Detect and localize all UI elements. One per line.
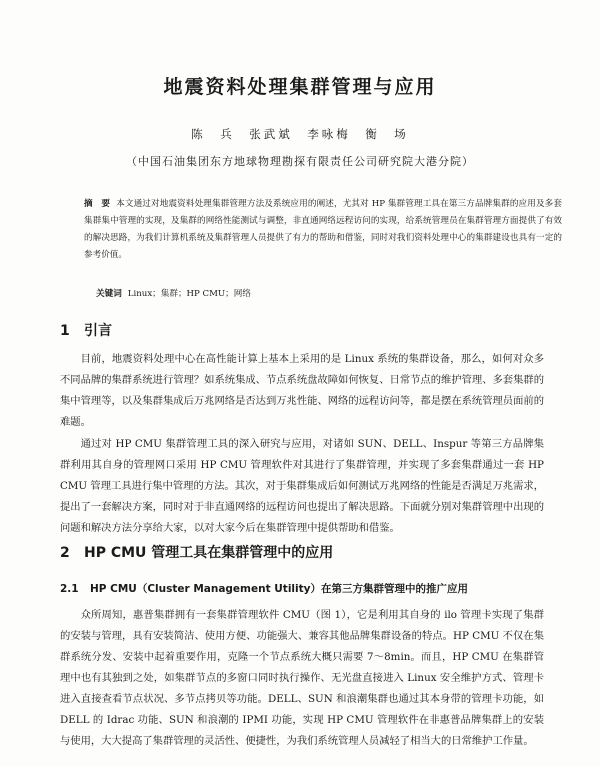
- body-paragraph: 目前，地震资料处理中心在高性能计算上基本上采用的是 Linux 系统的集群设备，那么，如何对众多不同品牌的集群系统进行管理？如系统集成、节点系统盘故障如何恢复、日常节点的维护管理、多套集群的集中管理等，以及集群集成后万兆网络是否达到万兆性能、网络的远程访问等，都是摆在系统管理员面前的难题。: [60, 353, 544, 428]
- keywords-label: 关键词: [96, 289, 122, 299]
- section-title: 引言: [84, 323, 112, 339]
- section-number: 1: [60, 323, 70, 339]
- section-number: 2: [60, 545, 70, 561]
- body-paragraph: 众所周知，惠普集群拥有一套集群管理软件 CMU（图 1），它是利用其自身的 ilo 管理卡实现了集群的安装与管理，具有安装简洁、使用方便、功能强大、兼容其他品牌集群设备的特点。HP CMU 不仅在集群系统分发、安装中起着重要作用，克隆一个节点系统大概只需要 7～8min。而且，HP CMU 在集群管理中也有其独到之处，如集群节点的多窗口同时执行操作、无光盘直接进入 Linux 安全维护方式、管理卡进入直接查看节点状况、多节点拷贝等功能。DELL、SUN 和浪潮集群也通过其本身带的管理卡功能，如 DELL 的 Idrac 功能、SUN 和浪潮的 IPMI 功能，实现 HP CMU 管理软件在非惠普品牌集群上的安装与使用，大大提高了集群管理的灵活性、便捷性，为我们系统管理人员减轻了相当大的日常维护工作量。: [60, 609, 544, 747]
- section-heading: [60, 542, 333, 562]
- subsection-number: 2.1: [60, 583, 79, 595]
- subsection-title: HP CMU（Cluster Management Utility）在第三方集群管理中的推广应用: [90, 583, 468, 595]
- section-heading: [60, 320, 112, 340]
- section-title: HP CMU 管理工具在集群管理中的应用: [84, 545, 334, 561]
- subsection-heading: [60, 581, 468, 596]
- abstract-label: 摘 要: [84, 199, 111, 209]
- paper-title: 地震资料处理集群管理与应用: [163, 76, 437, 98]
- body-paragraph: 通过对 HP CMU 集群管理工具的深入研究与应用，对诸如 SUN、DELL、Inspur 等第三方品牌集群利用其自身的管理网口采用 HP CMU 管理软件对其进行了集群管理，并实现了多套集群通过一套 HP CMU 管理工具进行集中管理的方法。其次，对于集群集成后如何测试万兆网络的性能是否满足万兆需求，提出了一套解决方案，同时对于非直通网络的远程访问也提出了解决思路。下面就分别对集群管理中出现的问题和解决方法分享给大家，以对大家今后在集群管理中提供帮助和借鉴。: [60, 438, 544, 534]
- keywords: [96, 287, 556, 299]
- abstract-text: 本文通过对地震资料处理集群管理方法及系统应用的阐述，尤其对 HP 集群管理工具在第三方品牌集群的应用及多套集群集中管理的实现，及集群的网络性能测试与调整，非直通网络远程访问的实现，给系统管理员在集群管理方面提供了有效的解决思路，为我们计算机系统及集群管理人员提供了有力的帮助和借鉴，同时对我们资料处理中心的集群建设也具有一定的参考价值。: [84, 199, 562, 260]
- abstract: [84, 196, 562, 264]
- keywords-text: Linux；集群；HP CMU；网络: [127, 289, 251, 299]
- paper-affiliation: （中国石油集团东方地球物理勘探有限责任公司研究院大港分院）: [126, 155, 474, 168]
- paper-authors: 陈 兵 张武斌 李咏梅 衡 场: [191, 127, 409, 141]
